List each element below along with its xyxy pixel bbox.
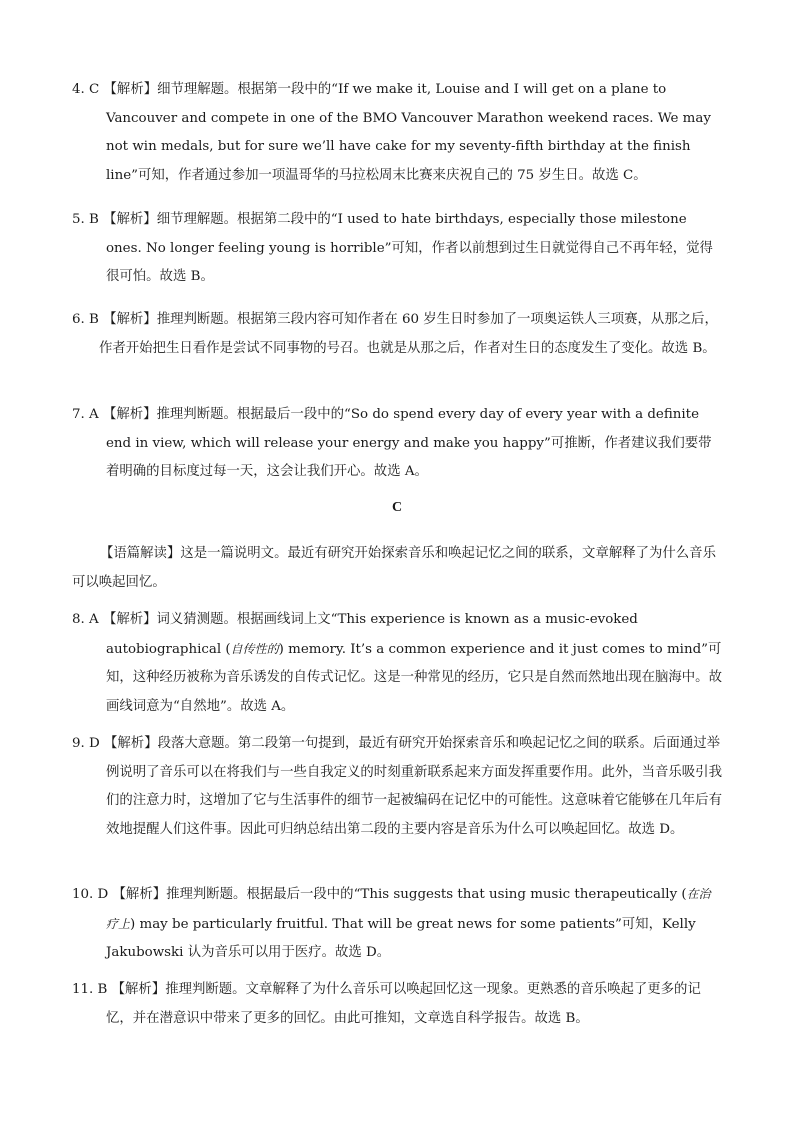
answer-item-8: [72, 606, 722, 721]
gloss-note: 在治疗上: [106, 887, 711, 931]
item-number: 8. A: [72, 612, 103, 627]
item-explanation: 【解析】推理判断题。根据第三段内容可知作者在 60 岁生日时参加了一项奥运铁人三项赛，从那之后，作者开始把生日看作是尝试不同事物的号召。也就是从那之后，作者对生日的态度发生了变化。故选 B。: [99, 312, 718, 356]
item-number: 7. A: [72, 407, 103, 422]
answer-item-6: [72, 306, 722, 363]
gloss-note: 自传性的: [230, 641, 279, 656]
passage-intro: 【语篇解读】这是一篇说明文。最近有研究开始探索音乐和唤起记忆之间的联系，文章解释了为什么音乐可以唤起回忆。: [72, 546, 716, 590]
item-number: 10. D: [72, 887, 113, 902]
answer-item-9: [72, 730, 722, 844]
item-explanation: 【解析】推理判断题。文章解释了为什么音乐可以唤起回忆这一现象。更熟悉的音乐唤起了更多的记忆，并在潜意识中带来了更多的回忆。由此可推知，文章选自科学报告。故选 B。: [106, 982, 701, 1026]
item-explanation-start: 【解析】词义猜测题。根据画线词上文“This experience is known as a music-evoked autobiographical (: [102, 612, 638, 657]
item-number: 6. B: [72, 312, 104, 327]
section-heading: C: [391, 500, 403, 515]
item-number: 4. C: [72, 82, 104, 97]
answer-item-4: [72, 76, 722, 190]
item-explanation-start: 【解析】推理判断题。根据最后一段中的“This suggests that using music therapeutically (: [112, 887, 687, 902]
item-explanation: 【解析】段落大意题。第二段第一句提到，最近有研究开始探索音乐和唤起记忆之间的联系。后面通过举例说明了音乐可以在将我们与一些自我定义的时刻重新联系起来方面发挥重要作用。此外，当音乐吸引我们的注意力时，这增加了它与生活事件的细节一起被编码在记忆中的可能性。这意味着它能够在几年后有效地提醒人们这件事。因此可归纳总结出第二段的主要内容是音乐为什么可以唤起回忆。故选 D。: [104, 736, 722, 837]
answer-item-10: [72, 880, 722, 968]
answer-item-11: [72, 976, 722, 1033]
item-explanation: 【解析】细节理解题。根据第一段中的“If we make it, Louise and I will get on a plane to Vancouver and compete in one of the BMO Vancouver Marathon weekend races. We may not win medals, but for sure we’ll have cake for my seventy-fifth birthday at the finish line”可知，作者通过参加一项温哥华的马拉松周末比赛来庆祝自己的 75 岁生日。故选 C。: [103, 82, 711, 183]
item-explanation: 【解析】细节理解题。根据第二段中的“I used to hate birthdays, especially those milestone ones. No longer feeling young is horrible”可知，作者以前想到过生日就觉得自己不再年轻，觉得很可怕。故选 B。: [103, 212, 713, 284]
answer-item-7: [72, 401, 722, 487]
item-number: 9. D: [72, 736, 105, 751]
item-explanation-end: ) memory. It’s a common experience and it just comes to mind”可知，这种经历被称为音乐诱发的自传式记忆。这是一种常见的经历，它只是自然而然地出现在脑海中。故画线词意为“自然地”。故选 A。: [106, 641, 722, 714]
item-number: 11. B: [72, 982, 112, 997]
answer-item-5: [72, 206, 722, 292]
item-explanation-end: ) may be particularly fruitful. That will be great news for some patients”可知，Kelly Jakubowski 认为音乐可以用于医疗。故选 D。: [106, 916, 696, 960]
item-explanation: 【解析】推理判断题。根据最后一段中的“So do spend every day of every year with a definite end in view, which will release your energy and make you happy”可推断，作者建议我们要带着明确的目标度过每一天，这会让我们开心。故选 A。: [102, 407, 712, 479]
item-number: 5. B: [72, 212, 104, 227]
